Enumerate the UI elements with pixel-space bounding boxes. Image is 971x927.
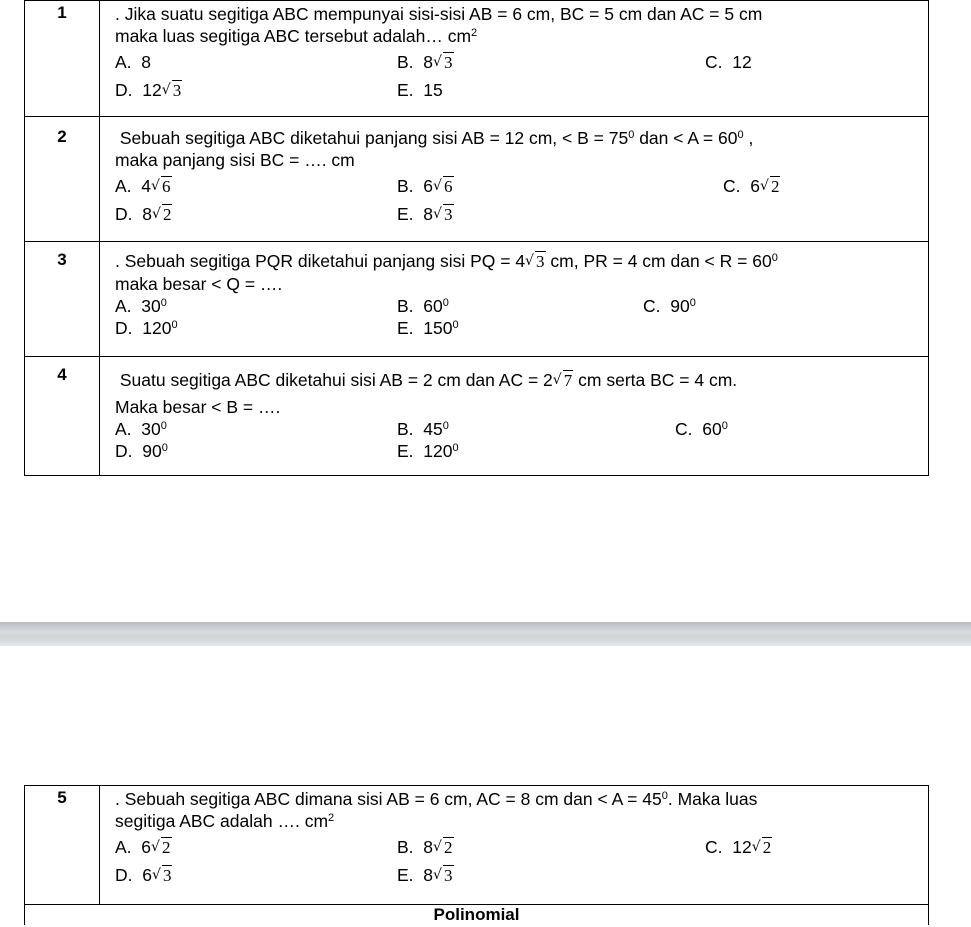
- options-row: [115, 860, 928, 888]
- question-cell: [100, 1, 928, 116]
- question-text: . Sebuah segitiga PQR diketahui panjang sisi PQ = 4√ 3 cm, PR = 4 cm dan < $R = 60^0$: [115, 250, 928, 273]
- option-b[interactable]: B. $60^0$: [397, 296, 449, 316]
- option-d[interactable]: D. 6√ 3: [115, 864, 172, 887]
- option-c[interactable]: C. $90^0$: [643, 296, 696, 316]
- question-text: Sebuah segitiga ABC diketahui panjang sisi AB = 12 cm, < $B = 75^0$ dan < $A = 60^0$ ,: [119, 128, 754, 148]
- options-row: [115, 295, 928, 317]
- question-cell: [100, 242, 928, 356]
- question-text: maka besar < Q = ….: [115, 274, 283, 294]
- options-row: [115, 199, 928, 227]
- page-separator: [0, 622, 971, 646]
- question-text: segitiga ABC adalah …. $cm^2$: [115, 811, 335, 831]
- question-text: . Sebuah segitiga ABC dimana sisi AB = 6 cm, AC = 8 cm dan < $A = 45^0$. Maka luas: [115, 789, 758, 809]
- option-b[interactable]: B. $45^0$: [397, 419, 449, 439]
- option-e[interactable]: E. 8√ 3: [397, 203, 454, 226]
- option-b[interactable]: B. 8√ 2: [397, 836, 454, 859]
- question-number: 3: [25, 242, 100, 356]
- options-row: [115, 75, 928, 103]
- question-text: . Jika suatu segitiga ABC mempunyai sisi-sisi AB = 6 cm, BC = 5 cm dan AC = 5 cm: [115, 4, 763, 24]
- section-title: Polinomial: [433, 905, 520, 924]
- question-table-top: [24, 0, 929, 476]
- option-c[interactable]: C. $60^0$: [675, 419, 728, 439]
- option-d[interactable]: D. $120^0$: [115, 318, 178, 338]
- question-number: 4: [25, 357, 100, 475]
- question-number: 2: [25, 117, 100, 241]
- option-e[interactable]: E. 8√ 3: [397, 864, 454, 887]
- question-row-5: [25, 786, 928, 904]
- options-row: [115, 317, 928, 339]
- option-a[interactable]: A. $30^0$: [115, 419, 167, 439]
- options-row: [115, 47, 928, 75]
- question-row-1: [25, 1, 928, 116]
- option-b[interactable]: B. 8√ 3: [397, 51, 454, 74]
- options-row: [115, 418, 928, 440]
- question-number: 5: [25, 786, 100, 904]
- question-cell: [100, 117, 928, 241]
- question-text: maka luas segitiga ABC tersebut adalah… $cm^2$: [115, 26, 478, 46]
- options-row: [115, 171, 928, 199]
- option-d[interactable]: D. 8√ 2: [115, 203, 172, 226]
- option-b[interactable]: B. 6√ 6: [397, 175, 454, 198]
- option-d[interactable]: D. 12√ 3: [115, 79, 182, 102]
- options-row: [115, 832, 928, 860]
- option-e[interactable]: E. $150^0$: [397, 318, 459, 338]
- question-text: Suatu segitiga ABC diketahui sisi AB = 2 cm dan AC = 2√ 7 cm serta BC = 4 cm.: [115, 369, 928, 392]
- question-table-bottom: [24, 785, 929, 925]
- option-c[interactable]: C. 12: [705, 52, 752, 72]
- option-c[interactable]: C. 6√ 2: [723, 175, 780, 198]
- question-number: 1: [25, 1, 100, 116]
- question-text: maka panjang sisi BC = …. cm: [115, 150, 355, 170]
- question-row-2: [25, 116, 928, 241]
- option-d[interactable]: D. $90^0$: [115, 441, 168, 461]
- option-a[interactable]: A. 4√ 6: [115, 175, 172, 198]
- option-e[interactable]: E. $120^0$: [397, 441, 459, 461]
- question-text: Maka besar < B = ….: [115, 397, 281, 417]
- option-c[interactable]: C. 12√ 2: [705, 836, 772, 859]
- question-row-3: [25, 241, 928, 356]
- option-a[interactable]: A. $30^0$: [115, 296, 167, 316]
- options-row: [115, 440, 928, 462]
- option-a[interactable]: A. 6√ 2: [115, 836, 172, 859]
- question-row-4: [25, 356, 928, 475]
- question-cell: [100, 357, 928, 475]
- option-e[interactable]: E. 15: [397, 80, 443, 100]
- question-cell: [100, 786, 928, 904]
- option-a[interactable]: A. 8: [115, 52, 152, 72]
